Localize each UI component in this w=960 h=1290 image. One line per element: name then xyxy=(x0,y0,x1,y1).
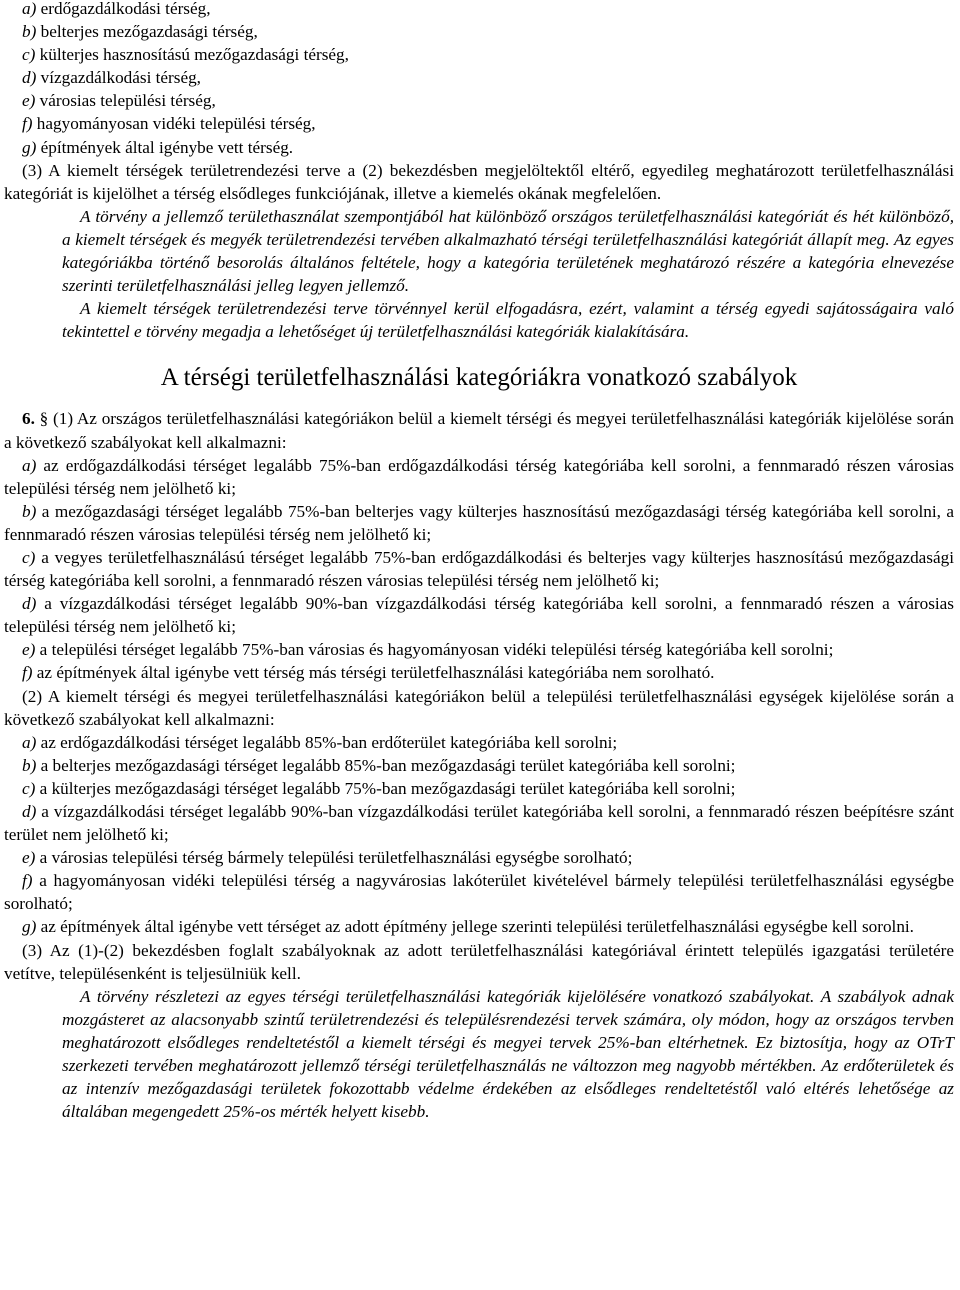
list-item: a) erdőgazdálkodási térség, xyxy=(22,0,211,18)
list-item: c) a külterjes mezőgazdasági térséget legalább 75%-ban mezőgazdasági terület kategóriába kell sorolni; xyxy=(22,778,736,798)
list-item: a) az erdőgazdálkodási térséget legalább 85%-ban erdőterület kategóriába kell sorolni; xyxy=(22,732,618,752)
list-item: a) az erdőgazdálkodási térséget legalább 75%-ban erdőgazdálkodási térség kategóriába kell sorolni, a fennmaradó részen városias települési térség nem jelölhető ki; xyxy=(4,455,954,498)
section-6-paragraph-1: 6. § (1) Az országos területfelhasználási kategóriákon belül a kiemelt térségi és megyei területfelhasználási kategóriák kijelölése során a következő szabályokat kell alkalmazni: xyxy=(4,409,955,452)
section-number: 6. xyxy=(22,409,35,429)
list-item: f) a hagyományosan vidéki települési térség a nagyvárosias lakóterület kivételével bármely települési területfelhasználási egységbe sorolható; xyxy=(4,871,954,914)
section-6-paragraph-3: (3) Az (1)-(2) bekezdésben foglalt szabályoknak az adott területfelhasználási kategóriával érintett település igazgatási területére vetítve, településenként is teljesülniük kell. xyxy=(4,940,954,983)
list-item: g) az építmények által igénybe vett térséget az adott építmény jellege szerinti települési területfelhasználási egységbe kell sorolni. xyxy=(22,917,914,937)
section-heading: A térségi területfelhasználási kategóriákra vonatkozó szabályok xyxy=(160,364,798,392)
section-sign: § xyxy=(39,409,49,429)
section-6-paragraph-2: (2) A kiemelt térségi és megyei területfelhasználási kategóriákon belül a települési területfelhasználási egységek kijelölése során a következő szabályokat kell alkalmazni: xyxy=(4,686,954,729)
list-item: e) a városias települési térség bármely települési területfelhasználási egységbe sorolható; xyxy=(22,848,633,868)
commentary-3: A törvény részletezi az egyes térségi területfelhasználási kategóriák kijelölésére vonatkozó szabályokat. A szabályok adnak mozgásteret az alacsonyabb szintű területrendezési és településrendezési tervek számára, oly módon, hogy az országos tervben meghatározott elsődleges rendeltetéstől a kiemelt térségi és megyei tervek 25%-ban eltérhetnek. Ez biztosítja, hogy az OTrT szerkezeti tervében meghatározott jellemző térségi területfelhasználás ne változzon meg nagyobb mértékben. Az erdőterületek és az intenzív mezőgazdasági területek fokozottabb védelme érdekében az elsődleges rendeltetéstől való eltérés lehetősége az általában megengedett 25%-os mérték helyett kisebb. xyxy=(62,986,954,1122)
list-item: c) a vegyes területfelhasználású térséget legalább 75%-ban erdőgazdálkodási és belterjes vagy külterjes hasznosítású mezőgazdasági térség kategóriába kell sorolni, a fennmaradó részen városias települési térség nem jelölhető ki; xyxy=(4,547,954,591)
list-item: g) építmények által igénybe vett térség. xyxy=(22,137,294,157)
commentary-2: A kiemelt térségek területrendezési terve törvénnyel kerül elfogadásra, ezért, valamint a térség egyedi sajátosságaira való tekintettel e törvény megadja a lehetőséget új területfelhasználási kategóriák kialakítására. xyxy=(62,299,954,342)
list-item: b) belterjes mezőgazdasági térség, xyxy=(22,22,258,42)
list-item: f) az építmények által igénybe vett térség más térségi területfelhasználási kategóriába nem sorolható. xyxy=(22,663,715,683)
list-item: d) a vízgazdálkodási térséget legalább 90%-ban vízgazdálkodási térség kategóriába kell sorolni, a fennmaradó részen a városias települési térség nem jelölhető ki; xyxy=(4,594,954,637)
paragraph-3: (3) A kiemelt térségek területrendezési terve a (2) bekezdésben megjelöltektől eltérő, egyedileg meghatározott területfelhasználási kategóriát is kijelölhet a térség elsődleges funkciójának, illetve a kiemelés okának megfelelően. xyxy=(4,160,954,203)
list-item: e) a települési térséget legalább 75%-ban városias és hagyományosan vidéki települési térség kategóriába kell sorolni; xyxy=(22,640,834,660)
list-item: b) a belterjes mezőgazdasági térséget legalább 85%-ban mezőgazdasági terület kategóriába kell sorolni; xyxy=(22,755,736,775)
list-item: e) városias települési térség, xyxy=(22,91,216,111)
list-item: c) külterjes hasznosítású mezőgazdasági térség, xyxy=(22,45,349,65)
list-item: d) vízgazdálkodási térség, xyxy=(22,68,201,88)
commentary-1: A törvény a jellemző területhasználat szempontjából hat különböző országos területfelhasználási kategóriát és hét különböző, a kiemelt térségek és megyék területrendezési tervében alkalmazható térségi területfelhasználási kategóriát állapít meg. Az egyes kategóriákba történő besorolás általános feltétele, hogy a kategória területének meghatározó részére a kategória elnevezése szerinti területfelhasználási jelleg legyen jellemző. xyxy=(62,206,954,296)
list-item: b) a mezőgazdasági térséget legalább 75%-ban belterjes vagy külterjes hasznosítású mezőgazdasági térség kategóriába kell sorolni, a fennmaradó részen városias települési térség nem jelölhető ki; xyxy=(4,501,954,544)
category-list xyxy=(4,0,954,159)
list-item: d) a vízgazdálkodási térséget legalább 90%-ban vízgazdálkodási terület kategóriába kell sorolni, a fennmaradó részen beépítésre szánt terület nem jelölhető ki; xyxy=(4,802,954,845)
list-item: f) hagyományosan vidéki települési térség, xyxy=(22,114,316,134)
